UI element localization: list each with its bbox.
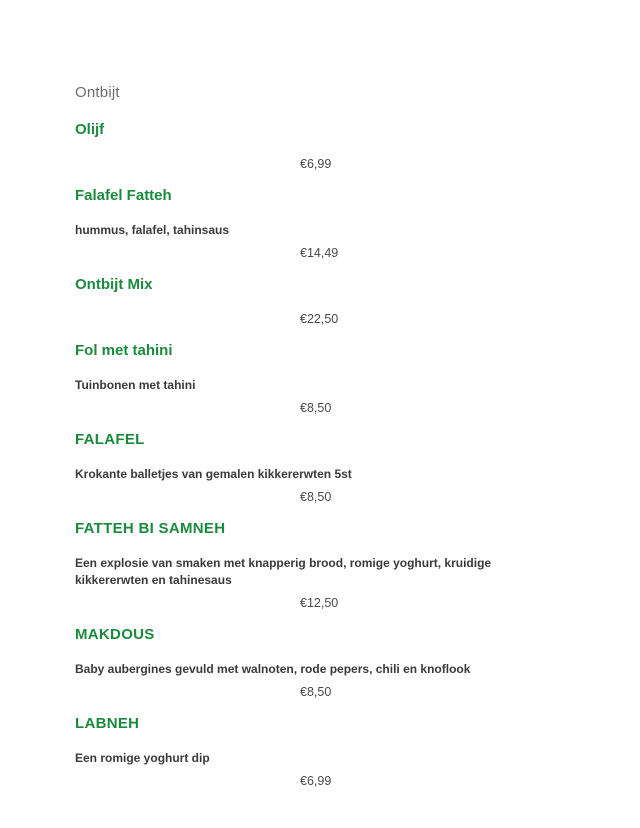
menu-item-price: €8,50	[300, 490, 332, 504]
menu-item	[75, 275, 565, 327]
menu-item	[75, 519, 565, 611]
menu-item	[75, 714, 565, 789]
menu-item-name: MAKDOUS	[75, 626, 155, 643]
menu-item	[75, 625, 565, 700]
menu-item-description: Tuinbonen met tahini	[75, 378, 196, 392]
menu-item	[75, 430, 565, 505]
menu-item-description: Een romige yoghurt dip	[75, 751, 210, 765]
menu-item-price: €8,50	[300, 685, 332, 699]
menu-item-name: LABNEH	[75, 715, 140, 732]
menu-item-name: Ontbijt Mix	[75, 276, 153, 293]
menu-item-description: Een explosie van smaken met knapperig brood, romige yoghurt, kruidige kikkererwten en tahinesaus	[75, 556, 492, 587]
menu-item-description: Krokante balletjes van gemalen kikkererwten 5st	[75, 467, 352, 481]
menu-content	[75, 84, 565, 803]
menu-item-description: hummus, falafel, tahinsaus	[75, 223, 230, 237]
menu-item-price: €6,99	[300, 157, 332, 171]
section-title: Ontbijt	[75, 84, 120, 101]
menu-item-name: Falafel Fatteh	[75, 187, 172, 204]
menu-item-name: Fol met tahini	[75, 342, 173, 359]
menu-item-name: Olijf	[75, 121, 105, 138]
menu-item-description: Baby aubergines gevuld met walnoten, rode pepers, chili en knoflook	[75, 662, 471, 676]
menu-item	[75, 120, 565, 172]
menu-item-price: €22,50	[300, 312, 339, 326]
menu-item	[75, 186, 565, 261]
menu-item	[75, 341, 565, 416]
menu-item-price: €14,49	[300, 246, 339, 260]
menu-item-price: €6,99	[300, 774, 332, 788]
menu-item-name: FATTEH BI SAMNEH	[75, 520, 226, 537]
menu-item-price: €12,50	[300, 596, 339, 610]
menu-item-price: €8,50	[300, 401, 332, 415]
menu-item-name: FALAFEL	[75, 431, 145, 448]
